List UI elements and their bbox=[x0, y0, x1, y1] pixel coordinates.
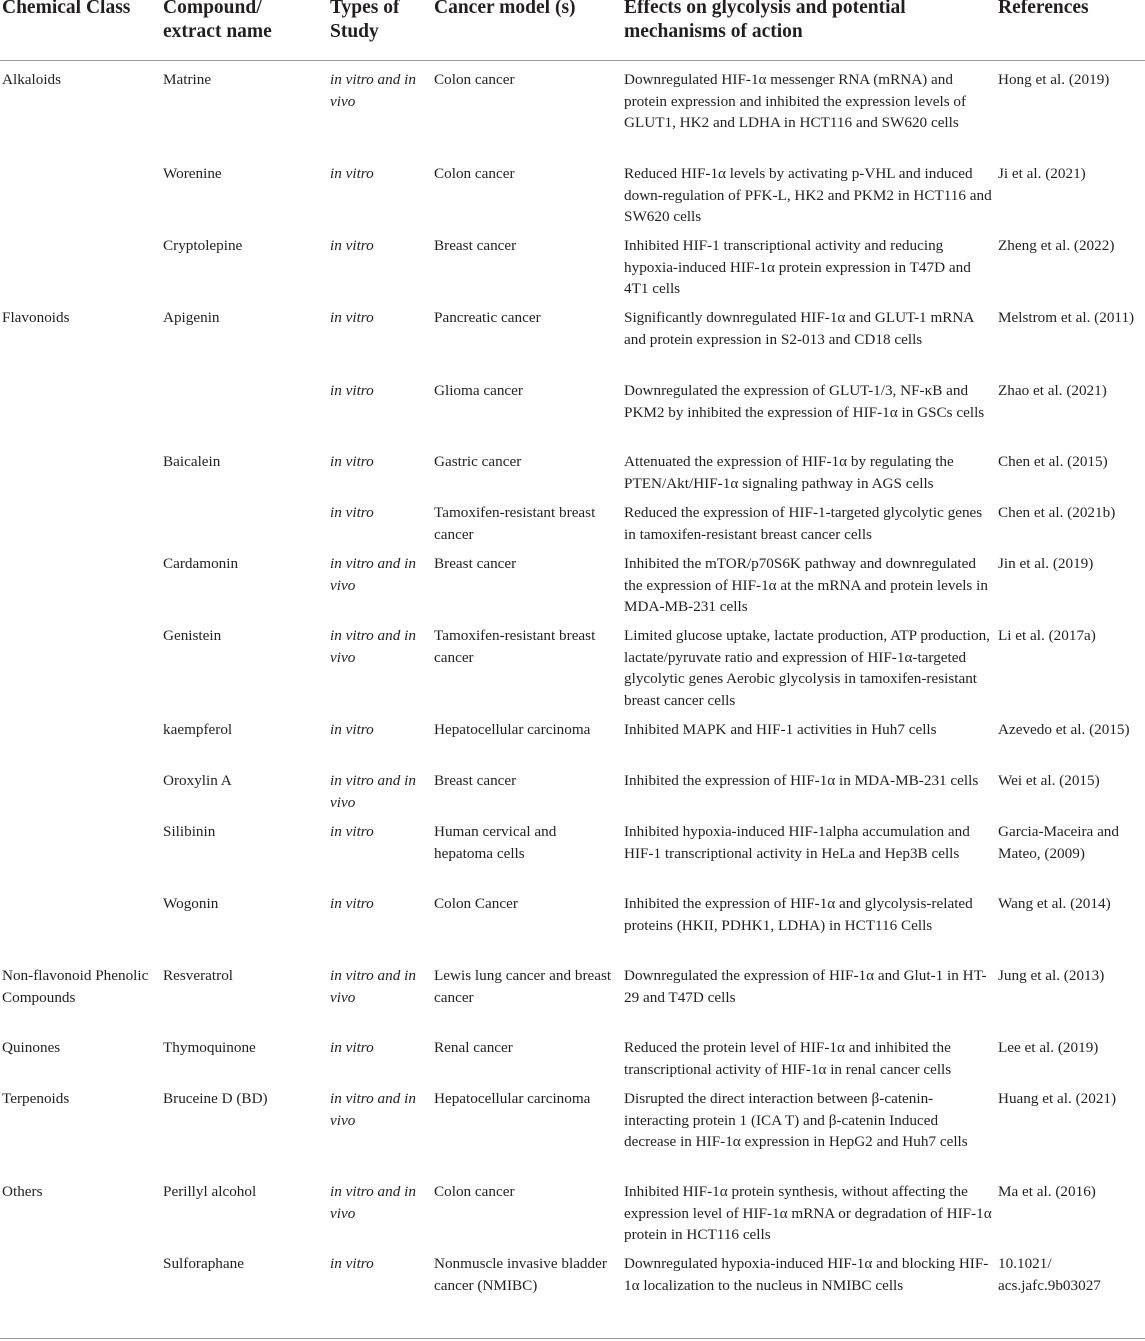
chemical-class-cell: Quinones bbox=[2, 1039, 61, 1056]
study-type-cell: in vitro bbox=[330, 721, 374, 738]
chemical-class-cell: Alkaloids bbox=[2, 71, 62, 88]
header-cancer-model: Cancer model (s) bbox=[434, 0, 576, 18]
cancer-model-cell: Glioma cancer bbox=[434, 382, 523, 399]
effect-cell: Disrupted the direct interaction between β-catenin-interacting protein 1 (ICA T) and β-catenin Induced decrease in HIF-1α expression in HepG2 and Huh7 cells bbox=[624, 1090, 968, 1150]
compound-cell: Cryptolepine bbox=[163, 237, 243, 254]
study-type-cell: in vitro bbox=[330, 1039, 374, 1056]
effect-cell: Inhibited the expression of HIF-1α in MDA-MB-231 cells bbox=[624, 772, 979, 789]
reference-cell: Garcia-Maceira and Mateo, (2009) bbox=[998, 823, 1119, 862]
effect-cell: Inhibited MAPK and HIF-1 activities in Huh7 cells bbox=[624, 721, 937, 738]
reference-cell: Chen et al. (2015) bbox=[998, 453, 1108, 470]
effect-cell: Significantly downregulated HIF-1α and GLUT-1 mRNA and protein expression in S2-013 and CD18 cells bbox=[624, 309, 974, 348]
study-type-cell: in vitro and in vivo bbox=[330, 1090, 416, 1129]
study-type-cell: in vitro bbox=[330, 895, 374, 912]
study-type-cell: in vitro bbox=[330, 504, 374, 521]
cancer-model-cell: Colon cancer bbox=[434, 1183, 515, 1200]
study-type-cell: in vitro and in vivo bbox=[330, 627, 416, 666]
cancer-model-cell: Colon cancer bbox=[434, 71, 515, 88]
cancer-model-cell: Tamoxifen-resistant breast cancer bbox=[434, 627, 596, 666]
effect-cell: Downregulated HIF-1α messenger RNA (mRNA) and protein expression and inhibited the expression levels of GLUT1, HK2 and LDHA in HCT116 and SW620 cells bbox=[624, 71, 967, 131]
reference-cell: Ma et al. (2016) bbox=[998, 1183, 1096, 1200]
compound-cell: Silibinin bbox=[163, 823, 216, 840]
reference-cell: Jin et al. (2019) bbox=[998, 555, 1094, 572]
effect-cell: Inhibited the expression of HIF-1α and glycolysis-related proteins (HKII, PDHK1, LDHA) in HCT116 Cells bbox=[624, 895, 973, 934]
cancer-model-cell: Colon Cancer bbox=[434, 895, 518, 912]
study-type-cell: in vitro bbox=[330, 823, 374, 840]
effect-cell: Downregulated the expression of GLUT-1/3, NF-κB and PKM2 by inhibited the expression of HIF-1α in GSCs cells bbox=[624, 382, 985, 421]
header-effects: Effects on glycolysis and potential mechanisms of action bbox=[624, 0, 906, 42]
header-compound: Compound/ extract name bbox=[163, 0, 272, 42]
cancer-model-cell: Tamoxifen-resistant breast cancer bbox=[434, 504, 596, 543]
header-references: References bbox=[998, 0, 1089, 18]
compound-cell: Thymoquinone bbox=[163, 1039, 256, 1056]
effect-cell: Attenuated the expression of HIF-1α by regulating the PTEN/Akt/HIF-1α signaling pathway in AGS cells bbox=[624, 453, 954, 492]
compound-cell: Perillyl alcohol bbox=[163, 1183, 257, 1200]
header-types-of-study: Types of Study bbox=[330, 0, 400, 42]
reference-cell: Lee et al. (2019) bbox=[998, 1039, 1099, 1056]
effect-cell: Inhibited hypoxia-induced HIF-1alpha accumulation and HIF-1 transcriptional activity in HeLa and Hep3B cells bbox=[624, 823, 970, 862]
cancer-model-cell: Breast cancer bbox=[434, 555, 517, 572]
compound-cell: Oroxylin A bbox=[163, 772, 232, 789]
study-type-cell: in vitro and in vivo bbox=[330, 772, 416, 811]
compound-cell: Apigenin bbox=[163, 309, 220, 326]
compound-cell: Resveratrol bbox=[163, 967, 234, 984]
compound-cell: Genistein bbox=[163, 627, 222, 644]
compound-cell: Bruceine D (BD) bbox=[163, 1090, 268, 1107]
study-type-cell: in vitro and in vivo bbox=[330, 555, 416, 594]
reference-cell: Zhao et al. (2021) bbox=[998, 382, 1107, 399]
reference-cell: Ji et al. (2021) bbox=[998, 165, 1086, 182]
chemical-class-cell: Non-flavonoid Phenolic Compounds bbox=[2, 967, 149, 1006]
cancer-model-cell: Renal cancer bbox=[434, 1039, 513, 1056]
reference-cell: Hong et al. (2019) bbox=[998, 71, 1110, 88]
cancer-model-cell: Gastric cancer bbox=[434, 453, 522, 470]
table-header bbox=[0, 0, 1145, 61]
study-type-cell: in vitro bbox=[330, 237, 374, 254]
cancer-model-cell: Hepatocellular carcinoma bbox=[434, 721, 591, 738]
effect-cell: Inhibited the mTOR/p70S6K pathway and downregulated the expression of HIF-1α at the mRNA and protein levels in MDA-MB-231 cells bbox=[624, 555, 988, 615]
study-type-cell: in vitro bbox=[330, 309, 374, 326]
cancer-model-cell: Nonmuscle invasive bladder cancer (NMIBC) bbox=[434, 1255, 607, 1294]
reference-cell: Azevedo et al. (2015) bbox=[998, 721, 1130, 738]
effect-cell: Reduced HIF-1α levels by activating p-VHL and induced down-regulation of PFK-L, HK2 and PKM2 in HCT116 and SW620 cells bbox=[624, 165, 992, 225]
chemical-class-cell: Others bbox=[2, 1183, 43, 1200]
cancer-model-cell: Lewis lung cancer and breast cancer bbox=[434, 967, 612, 1006]
study-type-cell: in vitro and in vivo bbox=[330, 71, 416, 110]
study-type-cell: in vitro bbox=[330, 453, 374, 470]
reference-cell: 10.1021/ acs.jafc.9b03027 bbox=[998, 1255, 1101, 1294]
effect-cell: Reduced the expression of HIF-1-targeted glycolytic genes in tamoxifen-resistant breast cancer cells bbox=[624, 504, 983, 543]
compound-cell: Cardamonin bbox=[163, 555, 239, 572]
chemical-class-cell: Flavonoids bbox=[2, 309, 70, 326]
compound-cell: Worenine bbox=[163, 165, 222, 182]
reference-cell: Zheng et al. (2022) bbox=[998, 237, 1115, 254]
study-type-cell: in vitro bbox=[330, 382, 374, 399]
study-type-cell: in vitro and in vivo bbox=[330, 967, 416, 1006]
header-chemical-class: Chemical Class bbox=[2, 0, 131, 18]
reference-cell: Wang et al. (2014) bbox=[998, 895, 1111, 912]
cancer-model-cell: Hepatocellular carcinoma bbox=[434, 1090, 591, 1107]
reference-cell: Huang et al. (2021) bbox=[998, 1090, 1117, 1107]
effect-cell: Inhibited HIF-1 transcriptional activity and reducing hypoxia-induced HIF-1α protein expression in T47D and 4T1 cells bbox=[624, 237, 971, 297]
compound-cell: kaempferol bbox=[163, 721, 233, 738]
effect-cell: Reduced the protein level of HIF-1α and inhibited the transcriptional activity of HIF-1α in renal cancer cells bbox=[624, 1039, 952, 1078]
effect-cell: Limited glucose uptake, lactate production, ATP production, lactate/pyruvate ratio and expression of HIF-1α-targeted glycolytic genes Aerobic glycolysis in tamoxifen-resistant breast cancer cells bbox=[624, 627, 990, 709]
cancer-model-cell: Human cervical and hepatoma cells bbox=[434, 823, 557, 862]
effect-cell: Downregulated the expression of HIF-1α and Glut-1 in HT-29 and T47D cells bbox=[624, 967, 987, 1006]
reference-cell: Wei et al. (2015) bbox=[998, 772, 1100, 789]
compound-cell: Baicalein bbox=[163, 453, 221, 470]
cancer-model-cell: Pancreatic cancer bbox=[434, 309, 541, 326]
study-type-cell: in vitro and in vivo bbox=[330, 1183, 416, 1222]
reference-cell: Chen et al. (2021b) bbox=[998, 504, 1116, 521]
cancer-model-cell: Breast cancer bbox=[434, 237, 517, 254]
effect-cell: Downregulated hypoxia-induced HIF-1α and blocking HIF-1α localization to the nucleus in NMIBC cells bbox=[624, 1255, 989, 1294]
study-type-cell: in vitro bbox=[330, 165, 374, 182]
reference-cell: Li et al. (2017a) bbox=[998, 627, 1096, 644]
compound-cell: Sulforaphane bbox=[163, 1255, 244, 1272]
compound-cell: Matrine bbox=[163, 71, 212, 88]
effect-cell: Inhibited HIF-1α protein synthesis, without affecting the expression level of HIF-1α mRNA or degradation of HIF-1α protein in HCT116 cells bbox=[624, 1183, 992, 1243]
bottom-rule bbox=[0, 1338, 1145, 1339]
cancer-model-cell: Breast cancer bbox=[434, 772, 517, 789]
reference-cell: Melstrom et al. (2011) bbox=[998, 309, 1135, 326]
cancer-model-cell: Colon cancer bbox=[434, 165, 515, 182]
compound-cell: Wogonin bbox=[163, 895, 219, 912]
reference-cell: Jung et al. (2013) bbox=[998, 967, 1105, 984]
study-type-cell: in vitro bbox=[330, 1255, 374, 1272]
chemical-class-cell: Terpenoids bbox=[2, 1090, 70, 1107]
